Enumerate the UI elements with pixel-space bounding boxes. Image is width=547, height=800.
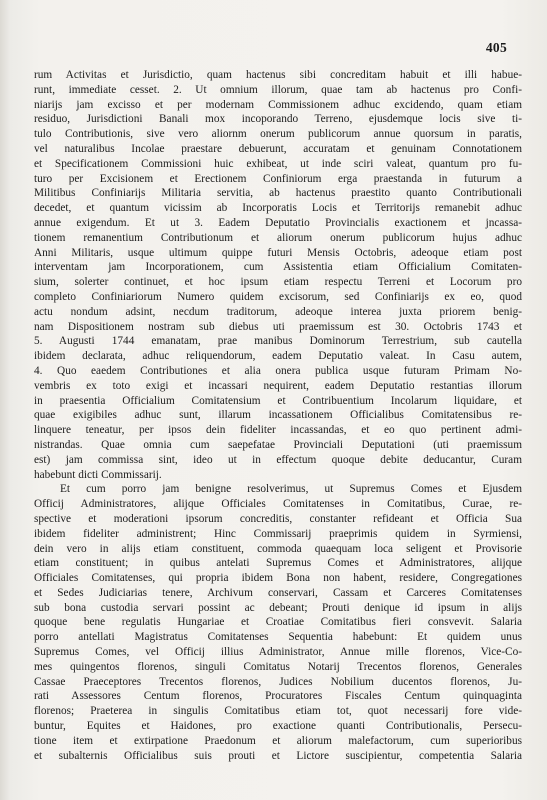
text-line: Officij Administratores, alijque Officiales Comitatenses in Comitatibus, Curae, re- [34, 498, 522, 511]
text-line: decedet, et quantum vicissim ab Incorporatis Locis et Territorijs remanebit adhuc [34, 202, 522, 215]
text-line: vel naturalibus Incolae praestare debuerunt, accuratam et genuinam Connotationem [34, 142, 522, 155]
text-line: etiam constituent; in quibus antelati Supremus Comes et Administratores, alijque [34, 557, 522, 570]
text-line: Cassae Praeceptores Trecentos florenos, Judices Nobilium ducentos florenos, Ju- [34, 675, 522, 688]
text-line: residuo, Jurisdictioni Banali mox incoporando Terreno, ejusdemque locis sive ti- [34, 113, 522, 126]
text-line: Supremus Comes, vel Officij illius Administrator, Annue mille florenos, Vice-Co- [34, 646, 522, 659]
text-line: florenos; Praeterea in singulis Comitatibus etiam tot, quot necessarij fore vide- [34, 705, 522, 718]
text-line: sium, solerter continuet, et hoc ipsum etiam respectu Terreni et Locorum pro [34, 276, 522, 289]
text-line: habebunt dicti Commissarij. [34, 468, 162, 481]
text-line: interventam jam Incorporationem, cum Assistentia etiam Officialium Comitaten- [34, 261, 522, 274]
text-line: est) jam commissa sint, ideo ut in effectum quoque debite deducantur, Curam [34, 453, 522, 466]
text-line: ibidem fideliter administrent; Hinc Commissarij praeprimis quidem in Syrmiensi, [34, 527, 522, 540]
text-line: et Sedes Judiciarias tenere, Archivum conservari, Cassam et Carceres Comitatenses [34, 586, 522, 599]
text-line: sub bona custodia servari possint ac debeant; Prouti denique id ipsum in alijs [34, 601, 522, 614]
text-line: tionem remanentium Contributionum et aliorum onerum publicorum hujus adhuc [34, 231, 522, 244]
text-line: annue exigendum. Et ut 3. Eadem Deputatio Provincialis exactionem et jncassa- [34, 216, 522, 229]
text-line: quoque bene regulatis Hungariae et Croatiae Comitatibus fieri consvevit. Salaria [34, 616, 522, 629]
text-line: runt, immediate cesset. 2. Ut omnium illorum, quae tam ab hactenus pro Confi- [34, 83, 522, 96]
text-line: rum Activitas et Jurisdictio, quam hactenus sibi concreditam habuit et illi habue- [34, 69, 522, 81]
text-line: 5. Augusti 1744 emanatam, prae manibus Dominorum Terrestrium, sub cautella [34, 335, 522, 348]
body-text [34, 68, 522, 763]
text-line: nam Dispositionem nostram sub diebus uti praemissum est 30. Octobris 1743 et [34, 320, 522, 333]
text-line: completo Confiniariorum Numero quidem excisorum, sed Confiniarijs ex eo, quod [34, 290, 522, 303]
text-line: rati Assessores Centum florenos, Procuratores Fiscales Centum quinquaginta [34, 690, 522, 703]
paragraph-1 [34, 68, 522, 482]
paragraph-2 [34, 482, 522, 763]
text-line: turo per Excisionem et Erectionem Confiniorum erga praestanda in futurum a [34, 172, 522, 185]
text-line: niarijs jam excisso et per modernam Commissionem adhuc excidendo, quam etiam [34, 98, 522, 111]
text-line: nistrandas. Quae omnia cum saepefatae Provinciali Deputationi (uti praemissum [34, 438, 522, 451]
text-line: linquere teneatur, per ipsos dein fideliter incassandas, et eo quo pertinent admi- [34, 424, 522, 437]
text-line: Anni Militaris, usque ultimum quippe futuri Mensis Octobris, adeoque etiam post [34, 246, 522, 259]
text-line: porro antellati Magistratus Comitatenses Sequentia habebunt: Et quidem unus [34, 631, 522, 644]
text-line: in praesentia Officialium Comitatensium et Contribuentium Incolarum liquidare, et [34, 394, 522, 407]
text-line: ibidem declarata, adhuc reliquendorum, eadem Deputatio valeat. In Casu autem, [34, 350, 522, 363]
text-line: Militibus Confiniarijs Militaria servitia, ab hactenus praestito quanto Contributionali [34, 187, 522, 200]
text-line: Et cum porro jam benigne resolverimus, ut Supremus Comes et Ejusdem [60, 483, 522, 496]
text-line: mes quingentos florenos, singuli Comitatus Notarij Trecentos florenos, Generales [34, 660, 522, 673]
text-line: et subalternis Officialibus suis prouti et Lictore suscipientur, competentia Salaria [34, 749, 522, 762]
page-number: 405 [485, 40, 507, 55]
text-line: actu nondum adsint, necdum traditorum, adeoque interea juxta priorem benig- [34, 305, 522, 318]
text-line: quae exigibiles adhuc sunt, illarum incassationem Officialibus Comitatensibus re- [34, 409, 522, 422]
text-line: Officiales Comitatenses, qui propria ibidem Bona non habent, residere, Congregationes [34, 572, 522, 585]
text-line: vembris ex toto exigi et incassari nequirent, eadem Deputatio restantias illorum [34, 379, 522, 392]
text-line: dein vero in alijs etiam constituent, commoda quaequam loca seligent et Provisorie [34, 542, 522, 555]
text-line: 4. Quo eaedem Contributiones et alia onera publica usque futuram Primam No- [34, 364, 522, 377]
text-line: spective et moderationi ipsorum concreditis, constanter refideant et Officia Sua [34, 512, 522, 525]
text-line: buntur, Equites et Haidones, pro exactione quanti Contributionalis, Persecu- [34, 720, 522, 733]
text-line: tulo Contributionis, sive vero aliornm onerum publicorum annue quorsum in paratis, [34, 128, 522, 141]
text-line: tione item et extirpatione Praedonum et aliorum malefactorum, cum superioribus [34, 734, 522, 747]
text-line: et Specificationem Commissioni huic exhibeat, ut inde sciri valeat, quantum pro fu- [34, 157, 522, 170]
